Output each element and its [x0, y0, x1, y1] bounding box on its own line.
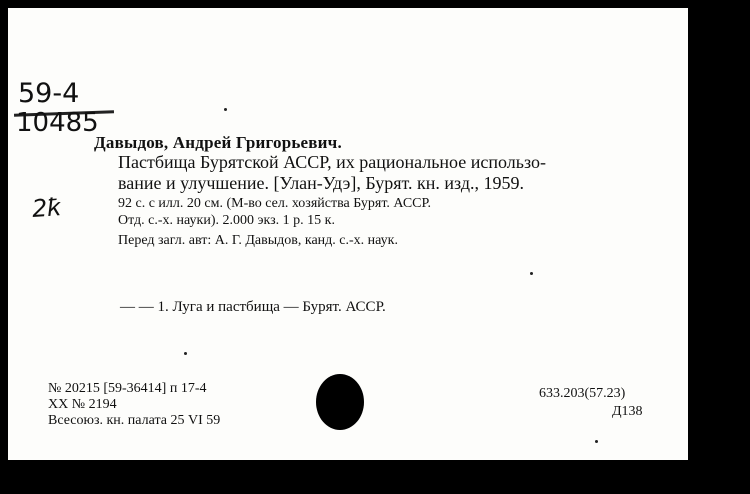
series-number: XX № 2194 [48, 397, 117, 412]
handwritten-side-note: 2ҟ [31, 192, 63, 224]
author-mark: Д138 [612, 404, 643, 419]
handwritten-shelf-mark-top: 59-4 [18, 78, 80, 109]
speck [595, 440, 598, 443]
speck [184, 352, 187, 355]
left-border [0, 0, 8, 494]
subject-heading: — — 1. Луга и пастбища — Бурят. АССР. [120, 299, 386, 315]
author-note: Перед загл. авт: А. Г. Давыдов, канд. с.-х. наук. [118, 233, 398, 248]
punch-hole [316, 374, 364, 430]
speck [530, 272, 533, 275]
physical-description-2: Отд. с.-х. науки). 2.000 экз. 1 р. 15 к. [118, 213, 335, 228]
bottom-border [0, 460, 750, 494]
handwritten-shelf-mark-bottom: 10485 [16, 108, 99, 138]
right-border [690, 0, 750, 494]
physical-description-1: 92 с. с илл. 20 см. (М-во сел. хозяйства Бурят. АССР. [118, 196, 432, 211]
classification-number: 633.203(57.23) [539, 386, 626, 401]
title-line-1: Пастбища Бурятской АССР, их рациональное использо- [118, 152, 546, 172]
top-border [8, 0, 688, 8]
speck [224, 108, 227, 111]
issuer-stamp: Всесоюз. кн. палата 25 VI 59 [48, 413, 221, 428]
card-number: № 20215 [59-36414] п 17-4 [48, 381, 207, 396]
author-heading: Давыдов, Андрей Григорьевич. [94, 133, 342, 152]
title-line-2: вание и улучшение. [Улан-Удэ], Бурят. кн. изд., 1959. [118, 173, 524, 193]
